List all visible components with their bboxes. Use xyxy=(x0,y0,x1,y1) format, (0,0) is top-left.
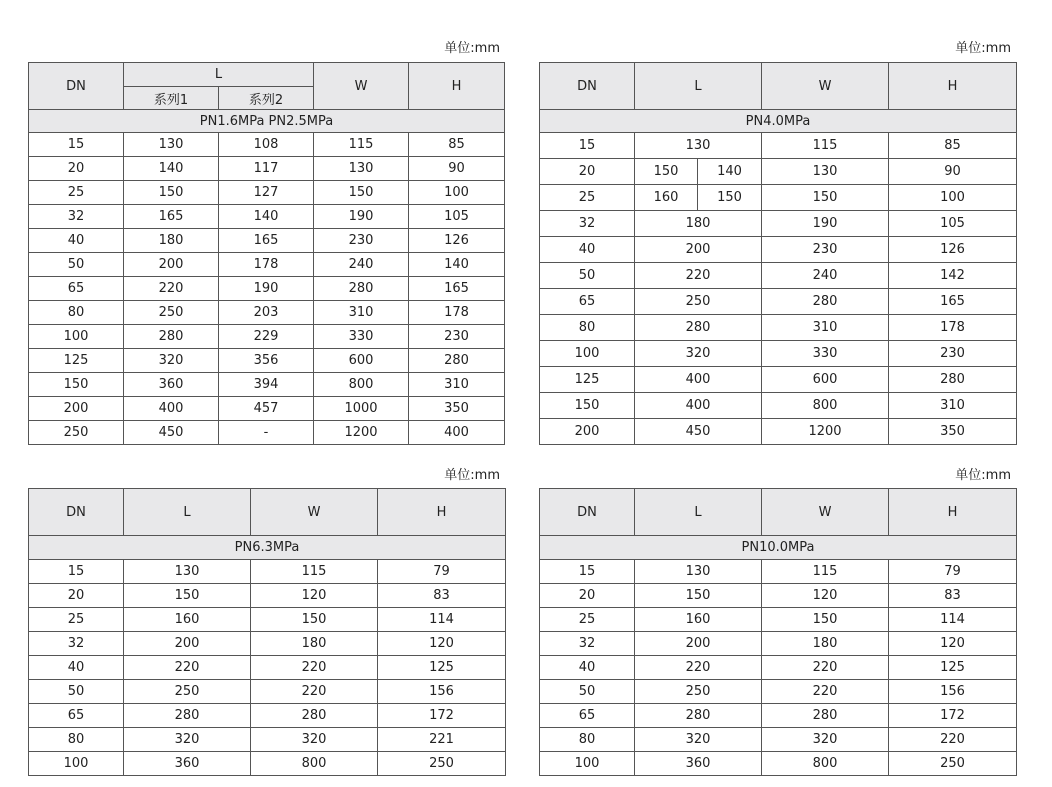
table-row xyxy=(540,211,1017,237)
table-cell: 20 xyxy=(540,159,635,185)
table-cell: 140 xyxy=(698,159,762,185)
col-header-series1: 系列1 xyxy=(124,87,219,110)
table-cell: 80 xyxy=(540,728,635,752)
table-cell: 310 xyxy=(314,301,409,325)
table-cell: 394 xyxy=(219,373,314,397)
table-cell: 250 xyxy=(378,752,506,776)
table-cell: 140 xyxy=(219,205,314,229)
table-cell: 100 xyxy=(29,752,124,776)
table-cell: 220 xyxy=(124,656,251,680)
table-cell: 230 xyxy=(762,237,889,263)
table-cell: 156 xyxy=(378,680,506,704)
col-header-l: L xyxy=(124,63,314,87)
table-cell: 150 xyxy=(762,185,889,211)
table-cell: 150 xyxy=(698,185,762,211)
table-cell: 156 xyxy=(889,680,1017,704)
table-row xyxy=(29,301,505,325)
table-cell: 25 xyxy=(540,608,635,632)
table-cell: 150 xyxy=(251,608,378,632)
table-cell: - xyxy=(219,421,314,445)
table-row xyxy=(540,237,1017,263)
table-cell: 200 xyxy=(124,253,219,277)
table-cell: 280 xyxy=(124,704,251,728)
table-cell: 83 xyxy=(378,584,506,608)
table-cell: 150 xyxy=(29,373,124,397)
table-cell: 150 xyxy=(762,608,889,632)
table-cell: 140 xyxy=(124,157,219,181)
table-cell: 32 xyxy=(29,205,124,229)
table-row xyxy=(540,393,1017,419)
pressure-rating: PN6.3MPa xyxy=(29,536,506,560)
table-cell: 280 xyxy=(409,349,505,373)
table-cell: 360 xyxy=(124,752,251,776)
table-cell: 150 xyxy=(635,159,698,185)
table-cell: 125 xyxy=(889,656,1017,680)
table-cell: 130 xyxy=(124,133,219,157)
table-row xyxy=(29,397,505,421)
table-cell: 360 xyxy=(124,373,219,397)
table-cell: 190 xyxy=(762,211,889,237)
table-row xyxy=(29,608,506,632)
table-cell: 450 xyxy=(124,421,219,445)
table-cell: 65 xyxy=(29,704,124,728)
table-cell: 120 xyxy=(378,632,506,656)
table-cell: 200 xyxy=(635,237,762,263)
table-cell: 25 xyxy=(29,608,124,632)
table-cell: 165 xyxy=(124,205,219,229)
table-cell: 117 xyxy=(219,157,314,181)
table-row xyxy=(29,584,506,608)
table-cell: 180 xyxy=(124,229,219,253)
table-cell: 310 xyxy=(762,315,889,341)
table-row xyxy=(29,632,506,656)
table-cell: 1200 xyxy=(762,419,889,445)
table-cell: 220 xyxy=(635,656,762,680)
table-cell: 85 xyxy=(889,133,1017,159)
table-cell: 20 xyxy=(540,584,635,608)
table-row xyxy=(540,341,1017,367)
table-cell: 165 xyxy=(889,289,1017,315)
table-cell: 79 xyxy=(378,560,506,584)
table-row xyxy=(29,680,506,704)
table-cell: 100 xyxy=(540,341,635,367)
table-cell: 178 xyxy=(409,301,505,325)
table-cell: 400 xyxy=(635,393,762,419)
table-row xyxy=(540,263,1017,289)
table-cell: 600 xyxy=(314,349,409,373)
table-cell: 229 xyxy=(219,325,314,349)
dimension-table-pn16-pn25 xyxy=(28,62,505,445)
table-cell: 220 xyxy=(251,656,378,680)
table-cell: 180 xyxy=(635,211,762,237)
table-cell: 105 xyxy=(409,205,505,229)
table-row xyxy=(540,608,1017,632)
table-row xyxy=(29,560,506,584)
table-cell: 221 xyxy=(378,728,506,752)
table-cell: 80 xyxy=(29,728,124,752)
table-cell: 32 xyxy=(29,632,124,656)
table-cell: 200 xyxy=(540,419,635,445)
table-cell: 1000 xyxy=(314,397,409,421)
col-header-h: H xyxy=(889,489,1017,536)
table-cell: 100 xyxy=(29,325,124,349)
table-cell: 15 xyxy=(540,133,635,159)
table-cell: 150 xyxy=(314,181,409,205)
table-cell: 250 xyxy=(124,301,219,325)
col-header-dn: DN xyxy=(29,63,124,110)
table-cell: 160 xyxy=(124,608,251,632)
table-cell: 127 xyxy=(219,181,314,205)
table-cell: 40 xyxy=(540,656,635,680)
table-cell: 120 xyxy=(251,584,378,608)
table-cell: 130 xyxy=(762,159,889,185)
table-cell: 1200 xyxy=(314,421,409,445)
table-cell: 180 xyxy=(251,632,378,656)
table-cell: 85 xyxy=(409,133,505,157)
table-cell: 200 xyxy=(124,632,251,656)
table-cell: 220 xyxy=(251,680,378,704)
table-cell: 20 xyxy=(29,584,124,608)
table-cell: 120 xyxy=(762,584,889,608)
table-row xyxy=(540,159,1017,185)
pressure-rating: PN1.6MPa PN2.5MPa xyxy=(29,110,505,133)
col-header-w: W xyxy=(251,489,378,536)
table-cell: 400 xyxy=(635,367,762,393)
table-cell: 20 xyxy=(29,157,124,181)
table-cell: 280 xyxy=(251,704,378,728)
table-cell: 320 xyxy=(762,728,889,752)
table-cell: 160 xyxy=(635,608,762,632)
col-header-l: L xyxy=(635,489,762,536)
table-cell: 15 xyxy=(29,133,124,157)
table-cell: 25 xyxy=(540,185,635,211)
table-cell: 90 xyxy=(409,157,505,181)
table-cell: 130 xyxy=(635,560,762,584)
col-header-h: H xyxy=(409,63,505,110)
table-cell: 178 xyxy=(889,315,1017,341)
table-cell: 50 xyxy=(540,263,635,289)
table-cell: 230 xyxy=(889,341,1017,367)
col-header-l: L xyxy=(124,489,251,536)
table-cell: 50 xyxy=(29,253,124,277)
table-cell: 800 xyxy=(251,752,378,776)
table-cell: 126 xyxy=(409,229,505,253)
table-row xyxy=(29,229,505,253)
table-cell: 180 xyxy=(762,632,889,656)
table-cell: 350 xyxy=(409,397,505,421)
table-cell: 230 xyxy=(314,229,409,253)
table-cell: 400 xyxy=(124,397,219,421)
table-row xyxy=(29,277,505,301)
pressure-rating: PN4.0MPa xyxy=(540,110,1017,133)
table-row xyxy=(540,289,1017,315)
table-cell: 356 xyxy=(219,349,314,373)
table-row xyxy=(540,680,1017,704)
table-row xyxy=(29,205,505,229)
table-cell: 100 xyxy=(409,181,505,205)
table-row xyxy=(540,632,1017,656)
table-cell: 15 xyxy=(540,560,635,584)
col-header-l: L xyxy=(635,63,762,110)
table-cell: 150 xyxy=(124,181,219,205)
table-cell: 320 xyxy=(124,349,219,373)
col-header-dn: DN xyxy=(29,489,124,536)
table-row xyxy=(29,752,506,776)
table-cell: 105 xyxy=(889,211,1017,237)
table-cell: 125 xyxy=(378,656,506,680)
table-cell: 280 xyxy=(635,315,762,341)
table-cell: 160 xyxy=(635,185,698,211)
table-cell: 230 xyxy=(409,325,505,349)
dimension-table-pn40 xyxy=(539,62,1017,445)
table-cell: 220 xyxy=(635,263,762,289)
table-cell: 280 xyxy=(314,277,409,301)
table-cell: 40 xyxy=(29,229,124,253)
unit-label-4: 单位:mm xyxy=(955,468,1011,483)
table-cell: 800 xyxy=(314,373,409,397)
table-cell: 172 xyxy=(378,704,506,728)
table-cell: 114 xyxy=(378,608,506,632)
table-row xyxy=(540,704,1017,728)
table-cell: 220 xyxy=(889,728,1017,752)
table-cell: 65 xyxy=(540,289,635,315)
table-cell: 125 xyxy=(29,349,124,373)
col-header-h: H xyxy=(378,489,506,536)
table-cell: 220 xyxy=(124,277,219,301)
table-cell: 115 xyxy=(762,560,889,584)
unit-label-2: 单位:mm xyxy=(955,41,1011,56)
table-row xyxy=(29,157,505,181)
table-cell: 250 xyxy=(124,680,251,704)
col-header-dn: DN xyxy=(540,489,635,536)
table-cell: 200 xyxy=(29,397,124,421)
table-row xyxy=(29,656,506,680)
table-cell: 165 xyxy=(409,277,505,301)
table-cell: 108 xyxy=(219,133,314,157)
table-cell: 80 xyxy=(29,301,124,325)
table-cell: 600 xyxy=(762,367,889,393)
table-cell: 115 xyxy=(251,560,378,584)
table-row xyxy=(29,704,506,728)
table-cell: 250 xyxy=(635,289,762,315)
table-cell: 250 xyxy=(889,752,1017,776)
table-row xyxy=(29,728,506,752)
table-cell: 126 xyxy=(889,237,1017,263)
table-cell: 40 xyxy=(29,656,124,680)
table-cell: 360 xyxy=(635,752,762,776)
table-row xyxy=(29,325,505,349)
table-cell: 130 xyxy=(635,133,762,159)
table-cell: 130 xyxy=(124,560,251,584)
table-cell: 330 xyxy=(762,341,889,367)
table-row xyxy=(540,185,1017,211)
table-cell: 115 xyxy=(762,133,889,159)
table-cell: 330 xyxy=(314,325,409,349)
table-cell: 280 xyxy=(124,325,219,349)
table-cell: 79 xyxy=(889,560,1017,584)
table-cell: 400 xyxy=(409,421,505,445)
table-cell: 280 xyxy=(762,289,889,315)
table-cell: 320 xyxy=(251,728,378,752)
table-cell: 100 xyxy=(889,185,1017,211)
table-cell: 280 xyxy=(635,704,762,728)
dimension-table-pn100 xyxy=(539,488,1017,776)
table-row xyxy=(29,373,505,397)
table-row xyxy=(540,656,1017,680)
table-cell: 178 xyxy=(219,253,314,277)
table-cell: 250 xyxy=(29,421,124,445)
table-cell: 142 xyxy=(889,263,1017,289)
table-cell: 83 xyxy=(889,584,1017,608)
table-cell: 172 xyxy=(889,704,1017,728)
table-cell: 240 xyxy=(762,263,889,289)
table-row xyxy=(540,315,1017,341)
table-cell: 114 xyxy=(889,608,1017,632)
table-cell: 115 xyxy=(314,133,409,157)
table-cell: 320 xyxy=(635,341,762,367)
col-header-dn: DN xyxy=(540,63,635,110)
table-cell: 50 xyxy=(540,680,635,704)
table-cell: 240 xyxy=(314,253,409,277)
unit-label-1: 单位:mm xyxy=(444,41,500,56)
table-cell: 150 xyxy=(635,584,762,608)
table-row xyxy=(540,133,1017,159)
table-cell: 220 xyxy=(762,680,889,704)
col-header-w: W xyxy=(762,489,889,536)
col-header-h: H xyxy=(889,63,1017,110)
table-row xyxy=(540,419,1017,445)
pressure-rating: PN10.0MPa xyxy=(540,536,1017,560)
table-cell: 25 xyxy=(29,181,124,205)
table-cell: 50 xyxy=(29,680,124,704)
table-row xyxy=(540,752,1017,776)
table-cell: 80 xyxy=(540,315,635,341)
table-cell: 90 xyxy=(889,159,1017,185)
table-cell: 450 xyxy=(635,419,762,445)
table-cell: 150 xyxy=(540,393,635,419)
table-cell: 120 xyxy=(889,632,1017,656)
col-header-series2: 系列2 xyxy=(219,87,314,110)
table-cell: 32 xyxy=(540,211,635,237)
table-cell: 250 xyxy=(635,680,762,704)
table-cell: 130 xyxy=(314,157,409,181)
unit-label-3: 单位:mm xyxy=(444,468,500,483)
table-cell: 32 xyxy=(540,632,635,656)
table-cell: 800 xyxy=(762,393,889,419)
table-cell: 320 xyxy=(124,728,251,752)
table-row xyxy=(540,367,1017,393)
table-cell: 190 xyxy=(314,205,409,229)
table-cell: 15 xyxy=(29,560,124,584)
table-cell: 140 xyxy=(409,253,505,277)
table-cell: 40 xyxy=(540,237,635,263)
table-cell: 125 xyxy=(540,367,635,393)
table-cell: 350 xyxy=(889,419,1017,445)
table-row xyxy=(540,560,1017,584)
table-row xyxy=(29,181,505,205)
table-cell: 203 xyxy=(219,301,314,325)
table-cell: 65 xyxy=(540,704,635,728)
table-row xyxy=(540,728,1017,752)
table-cell: 310 xyxy=(889,393,1017,419)
dimension-table-pn63 xyxy=(28,488,506,776)
table-cell: 65 xyxy=(29,277,124,301)
table-cell: 800 xyxy=(762,752,889,776)
table-cell: 150 xyxy=(124,584,251,608)
table-row xyxy=(29,349,505,373)
table-cell: 200 xyxy=(635,632,762,656)
table-cell: 190 xyxy=(219,277,314,301)
col-header-w: W xyxy=(762,63,889,110)
table-cell: 457 xyxy=(219,397,314,421)
table-cell: 100 xyxy=(540,752,635,776)
table-cell: 220 xyxy=(762,656,889,680)
table-row xyxy=(29,421,505,445)
col-header-w: W xyxy=(314,63,409,110)
table-row xyxy=(540,584,1017,608)
table-row xyxy=(29,253,505,277)
table-cell: 320 xyxy=(635,728,762,752)
table-cell: 280 xyxy=(889,367,1017,393)
table-cell: 310 xyxy=(409,373,505,397)
table-cell: 165 xyxy=(219,229,314,253)
table-cell: 280 xyxy=(762,704,889,728)
table-row xyxy=(29,133,505,157)
